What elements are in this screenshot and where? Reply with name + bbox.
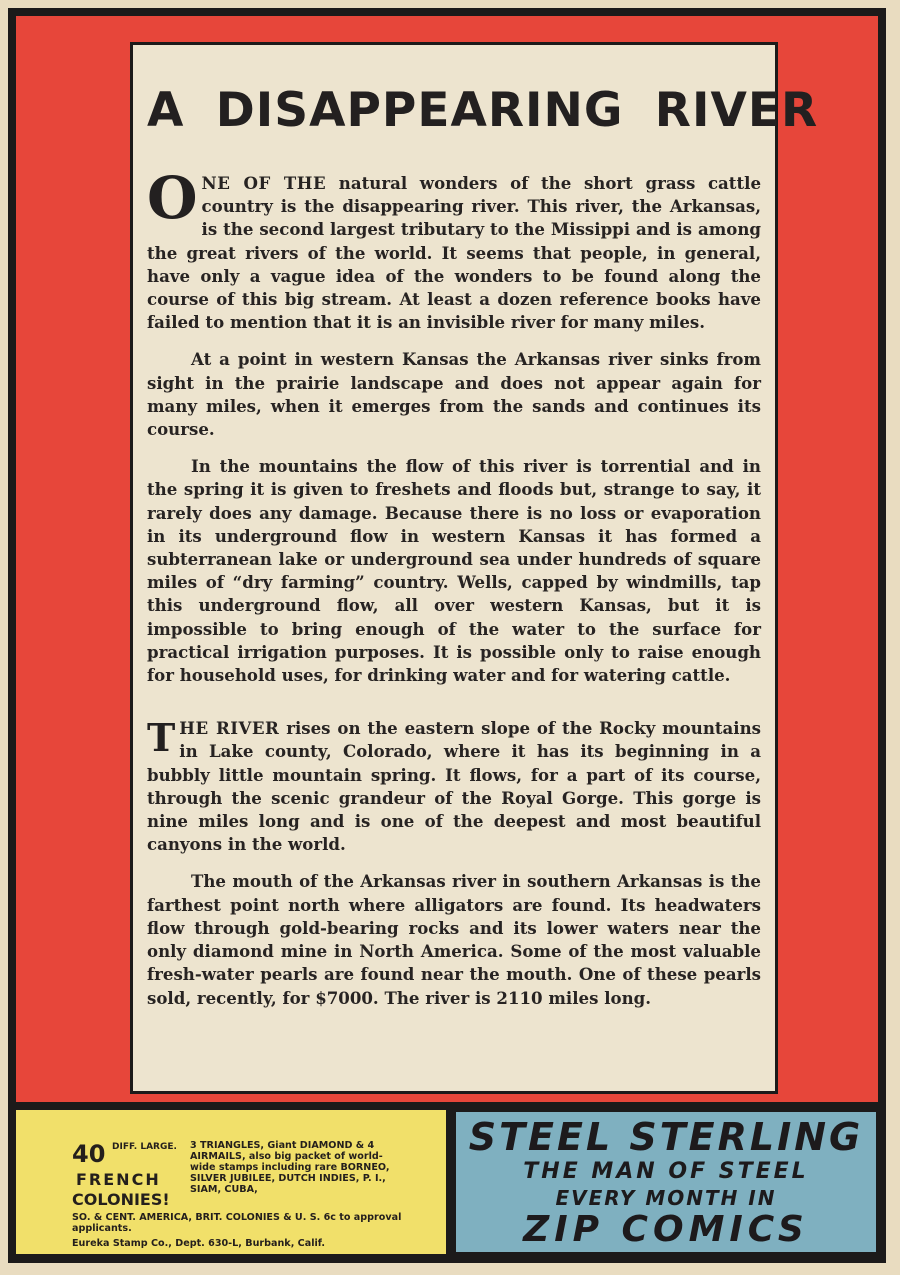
zip-comics-title: ZIP COMICS [523, 1209, 809, 1250]
comic-page [8, 8, 886, 1263]
diff-large-label: DIFF. LARGE. [112, 1142, 177, 1152]
paragraph-5: The mouth of the Arkansas river in southern Arkansas is the farthest point north where alligators are found. Its headwaters flow through gold-bearing rocks and its lower waters near the only diamond mine in North America. Some of the most valuable fresh-water pearls are found near the mouth. One of these pearls sold, recently, for $7000. The river is 2110 miles long. [147, 871, 761, 1008]
stamp-ad-continuation: SO. & CENT. AMERICA, BRIT. COLONIES & U. S. 6c to approval applicants. [72, 1212, 402, 1234]
lead-words: HE RIVER [179, 718, 280, 739]
zip-comics-advertisement [454, 1110, 878, 1254]
lead-words: NE OF THE [201, 173, 327, 193]
steel-sterling-title: STEEL STERLING [468, 1115, 864, 1159]
french-label: FRENCH [76, 1170, 161, 1189]
stamp-ad-description: 3 TRIANGLES, Giant DIAMOND & 4 AIRMAILS, also big packet of world-wide stamps including rare BORNEO, SILVER JUBILEE, DUTCH INDIES, P. I., SIAM, CUBA, [190, 1140, 390, 1195]
colonies-label: COLONIES! [72, 1190, 170, 1209]
dropcap-o: O [147, 164, 198, 232]
stamp-ad-address: Eureka Stamp Co., Dept. 630-L, Burbank, Calif. [72, 1238, 326, 1249]
article-headline: A DISAPPEARING RIVER [147, 83, 819, 138]
paragraph-4 [147, 717, 761, 856]
paragraph-2: At a point in western Kansas the Arkansas river sinks from sight in the prairie landscape and does not appear again for many miles, when it emerges from the sands and continues its course. [147, 349, 761, 440]
paragraph-4-text: rises on the eastern slope of the Rocky mountains in Lake county, Colorado, where it has its beginning in a bubbly little mountain spring. It flows, for a part of its course, through the scenic grandeur of the Royal Gorge. This gorge is nine miles long and is one of the deepest and most beautiful canyons in the world. [147, 718, 762, 855]
article-box [130, 42, 819, 1094]
red-border-panel [16, 16, 878, 1102]
stamp-count: 40 [72, 1140, 106, 1168]
paragraph-1-text: natural wonders of the short grass cattle country is the disappearing river. This river, the Arkansas, is the second largest tributary to the Missippi and is among the great rivers of the world. It seems that people, in general, have only a vague idea of the wonders to be found along the course of this big stream. At least a dozen reference books have failed to mention that it is an invisible river for many miles. [147, 173, 762, 333]
stamp-advertisement [16, 1110, 446, 1254]
paragraph-1 [147, 164, 762, 334]
every-month-line: EVERY MONTH IN [555, 1186, 777, 1210]
man-of-steel-line: THE MAN OF STEEL [523, 1159, 809, 1184]
paragraph-3: In the mountains the flow of this river is torrential and in the spring it is given to freshets and floods but, strange to say, it rarely does any damage. Because there is no loss or evaporation in its underground flow in western Kansas it has formed a subterranean lake or underground sea under hundreds of square miles of “dry farming” country. Wells, capped by windmills, tap this underground flow, all over western Kansas, but it is impossible to bring enough of the water to the surface for practical irrigation purposes. It is possible only to raise enough for household uses, for drinking water and for watering cattle. [147, 456, 761, 686]
dropcap-t: T [147, 715, 176, 761]
